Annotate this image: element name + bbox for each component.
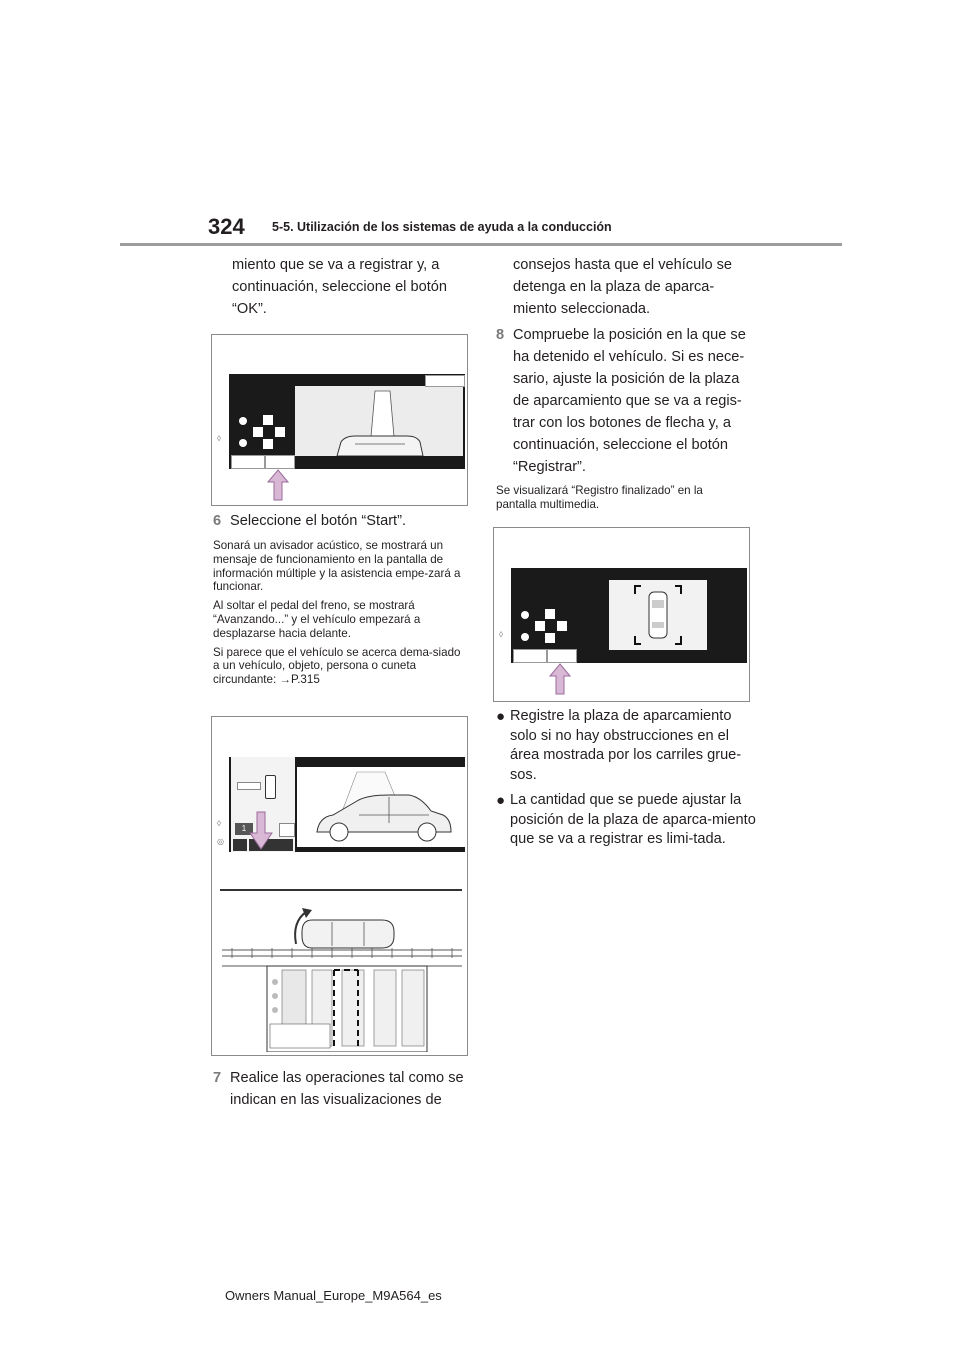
arrow-right-button bbox=[557, 621, 567, 631]
bullet-dot-icon: ● bbox=[496, 708, 506, 725]
header-rule bbox=[120, 243, 842, 246]
bullet-dot-icon: ● bbox=[496, 792, 506, 809]
car-side-illustration bbox=[297, 767, 465, 847]
intro-line: miento seleccionada. bbox=[513, 301, 651, 317]
parking-slot bbox=[237, 782, 261, 790]
step-7 bbox=[213, 1067, 478, 1111]
screen-side-strip bbox=[497, 568, 511, 663]
display-screen bbox=[215, 374, 465, 469]
figure-screen-ok bbox=[211, 334, 468, 506]
step-8-note: Se visualizará “Registro finalizado” en la pantalla multimedia. bbox=[496, 484, 703, 511]
figure-guidance-display bbox=[211, 716, 468, 1056]
settings-icon: ◎ bbox=[217, 837, 224, 846]
screen-button bbox=[279, 823, 295, 837]
ok-button bbox=[231, 455, 265, 469]
circle-button bbox=[521, 633, 529, 641]
screen-button bbox=[265, 455, 295, 469]
footer-text: Owners Manual_Europe_M9A564_es bbox=[225, 1288, 442, 1303]
step-line: Compruebe la posición en la que se bbox=[513, 327, 746, 343]
bullet-text: Registre la plaza de aparcamiento solo si no hay obstrucciones en el área mostrada por los carriles grue-sos. bbox=[510, 708, 742, 783]
step-line: ha detenido el vehículo. Si es nece- bbox=[513, 349, 745, 365]
bullet-text: La cantidad que se puede ajustar la posición de la plaza de aparca-miento que se va a registrar es limi-tada. bbox=[510, 792, 756, 847]
figure-registration-screen bbox=[493, 527, 750, 702]
right-intro bbox=[513, 254, 773, 320]
sound-icon: ◊ bbox=[217, 434, 221, 443]
note-paragraph: Sonará un avisador acústico, se mostrará un mensaje de funcionamiento en la pantalla de información múltiple y la asistencia empe-zará a funcionar. bbox=[213, 539, 461, 594]
arrow-up-button bbox=[545, 609, 555, 619]
registered-slot-illustration bbox=[609, 580, 707, 650]
down-arrow-icon bbox=[249, 811, 273, 851]
sound-icon: ◊ bbox=[499, 630, 503, 639]
step-indicator: 1 bbox=[235, 823, 253, 835]
step-6 bbox=[213, 510, 473, 532]
step-line: de aparcamiento que se va a regis- bbox=[513, 393, 742, 409]
intro-line: detenga en la plaza de aparca- bbox=[513, 279, 715, 295]
circle-button bbox=[239, 439, 247, 447]
figure-divider bbox=[220, 889, 462, 891]
bullet-item bbox=[496, 791, 761, 850]
step-8 bbox=[496, 324, 766, 478]
circle-button bbox=[521, 611, 529, 619]
screen-side-strip bbox=[215, 374, 229, 469]
screen-side-strip bbox=[215, 757, 229, 852]
step-number: 6 bbox=[213, 513, 222, 529]
parking-lot-diagram bbox=[222, 902, 462, 1052]
bullet-item bbox=[496, 707, 761, 785]
step-number: 7 bbox=[213, 1070, 222, 1086]
left-intro bbox=[232, 254, 472, 320]
bullet-list bbox=[496, 707, 761, 850]
square-button bbox=[263, 415, 273, 425]
step-line: indican en las visualizaciones de bbox=[230, 1092, 442, 1108]
arrow-left-button bbox=[535, 621, 545, 631]
overhead-parking-view bbox=[609, 580, 707, 650]
step-text: Seleccione el botón “Start”. bbox=[230, 513, 407, 529]
step-number: 8 bbox=[496, 327, 505, 343]
step-line: Realice las operaciones tal como se bbox=[230, 1070, 464, 1086]
square-button bbox=[253, 427, 263, 437]
step-line: continuación, seleccione el botón bbox=[513, 437, 729, 453]
top-right-button bbox=[425, 375, 465, 387]
step-line: sario, ajuste la posición de la plaza bbox=[513, 371, 740, 387]
square-button bbox=[275, 427, 285, 437]
register-button bbox=[547, 649, 577, 663]
screen-button bbox=[233, 839, 247, 851]
page-number: 324 bbox=[208, 214, 245, 239]
section-title: 5-5. Utilización de los sistemas de ayuda a la conducción bbox=[272, 220, 612, 234]
up-arrow-icon bbox=[267, 469, 289, 501]
step-line: “Registrar”. bbox=[513, 459, 586, 475]
car-icon bbox=[265, 775, 276, 799]
intro-line: miento que se va a registrar y, a bbox=[232, 257, 440, 273]
display-screen bbox=[497, 568, 747, 663]
sound-icon: ◊ bbox=[217, 819, 221, 828]
note-paragraph: Si parece que el vehículo se acerca dema-siado a un vehículo, objeto, persona o cuneta circundante: →P.315 bbox=[213, 645, 461, 687]
screen-button bbox=[513, 649, 547, 663]
square-button bbox=[263, 439, 273, 449]
intro-line: “OK”. bbox=[232, 301, 267, 317]
intro-line: consejos hasta que el vehículo se bbox=[513, 257, 733, 273]
parked-car-illustration bbox=[295, 386, 463, 456]
circle-button bbox=[239, 417, 247, 425]
arrow-down-button bbox=[545, 633, 555, 643]
step-6-notes bbox=[213, 539, 465, 687]
camera-view bbox=[297, 767, 465, 847]
up-arrow-icon bbox=[549, 663, 571, 695]
camera-view bbox=[295, 386, 463, 456]
step-line: trar con los botones de flecha y, a bbox=[513, 415, 731, 431]
note-paragraph: Al soltar el pedal del freno, se mostrará “Avanzando...” y el vehículo empezará a desplazarse hacia delante. bbox=[213, 599, 421, 640]
intro-line: continuación, seleccione el botón bbox=[232, 279, 448, 295]
